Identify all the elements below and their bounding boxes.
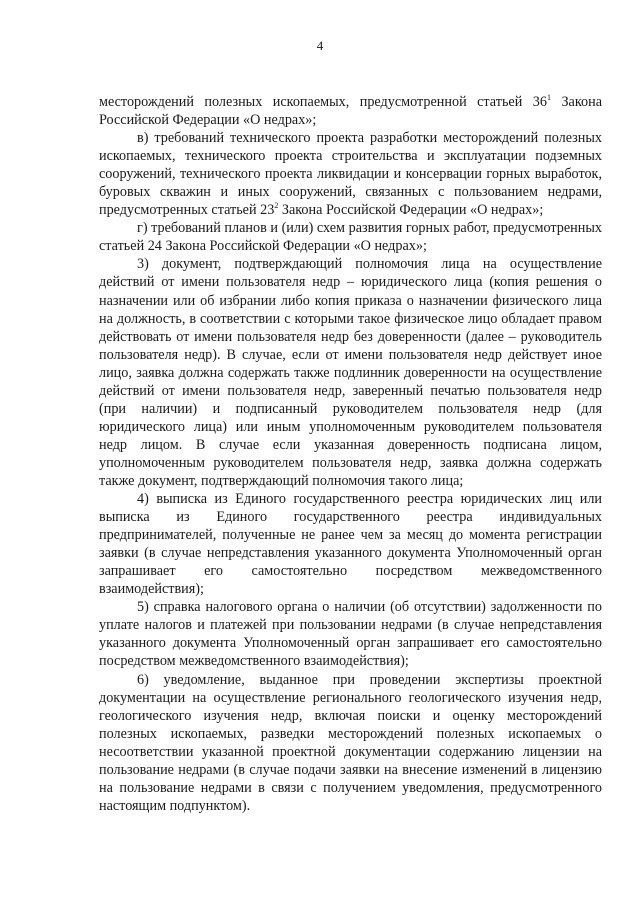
paragraph-continuation <box>99 93 602 129</box>
paragraph-text: Закона Российской Федерации «О недрах»; <box>278 202 544 219</box>
paragraph-text: в) требований технического проекта разработки месторождений полезных ископаемых, технического проекта строительства и эксплуатации подземных сооружений, технического проекта ликвидации и консервации горных выработок, буровых скважин и иных сооружений, связанных с пользованием недрами, предусмотренных статьей 23 <box>99 130 602 219</box>
paragraph-text: Закона Российской Федерации «О недрах»; <box>99 94 602 129</box>
paragraph-item-v <box>99 129 602 219</box>
page-number: 4 <box>316 38 324 53</box>
paragraph-item-3: 3) документ, подтверждающий полномочия лица на осуществление действий от имени пользователя недр – юридического лица (копия решения о назначении или об избрании либо копия приказа о назначении физического лица на должность, в соответствии с которыми такое физическое лицо обладает правом действовать от имени пользователя недр без доверенности (далее – руководитель пользователя недр). В случае, если от имени пользователя недр действует иное лицо, заявка должна содержать также подлинник доверенности на осуществление действий от имени пользователя недр, заверенный печатью пользователя недр (при наличии) и подписанный руководителем пользователя недр (для юридического лица) или иным уполномоченным руководителем пользователя недр лицом. В случае если указанная доверенность подписана лицом, уполномоченным руководителем пользователя недр, заявка должна содержать также документ, подтверждающий полномочия такого лица; <box>99 256 602 489</box>
paragraph-text: месторождений полезных ископаемых, предусмотренной статьей 36 <box>99 94 547 110</box>
paragraph-item-g: г) требований планов и (или) схем развития горных работ, предусмотренных статьей 24 Закона Российской Федерации «О недрах»; <box>99 220 602 255</box>
document-body <box>99 93 602 815</box>
paragraph-item-4: 4) выписка из Единого государственного реестра юридических лиц или выписка из Единого государственного реестра индивидуальных предпринимателей, полученные не ранее чем за месяц до момента регистрации заявки (в случае непредставления указанного документа Уполномоченный орган запрашивает его самостоятельно посредством межведомственного взаимодействия); <box>99 491 602 598</box>
superscript-footnote: 1 <box>546 93 551 102</box>
paragraph-item-6: 6) уведомление, выданное при проведении экспертизы проектной документации на осуществление регионального геологического изучения недр, геологического изучения недр, включая поиски и оценку месторождений полезных ископаемых, разведки месторождений полезных ископаемых о несоответствии указанной проектной документации содержанию лицензии на пользование недрами (в случае подачи заявки на внесение изменений в лицензию на пользование недрами в связи с получением уведомления, предусмотренного настоящим подпунктом). <box>99 671 602 814</box>
paragraph-item-5: 5) справка налогового органа о наличии (об отсутствии) задолженности по уплате налогов и платежей при пользовании недрами (в случае непредставления указанного документа Уполномоченный орган запрашивает его самостоятельно посредством межведомственного взаимодействия); <box>99 599 602 670</box>
superscript-footnote: 2 <box>274 201 279 211</box>
